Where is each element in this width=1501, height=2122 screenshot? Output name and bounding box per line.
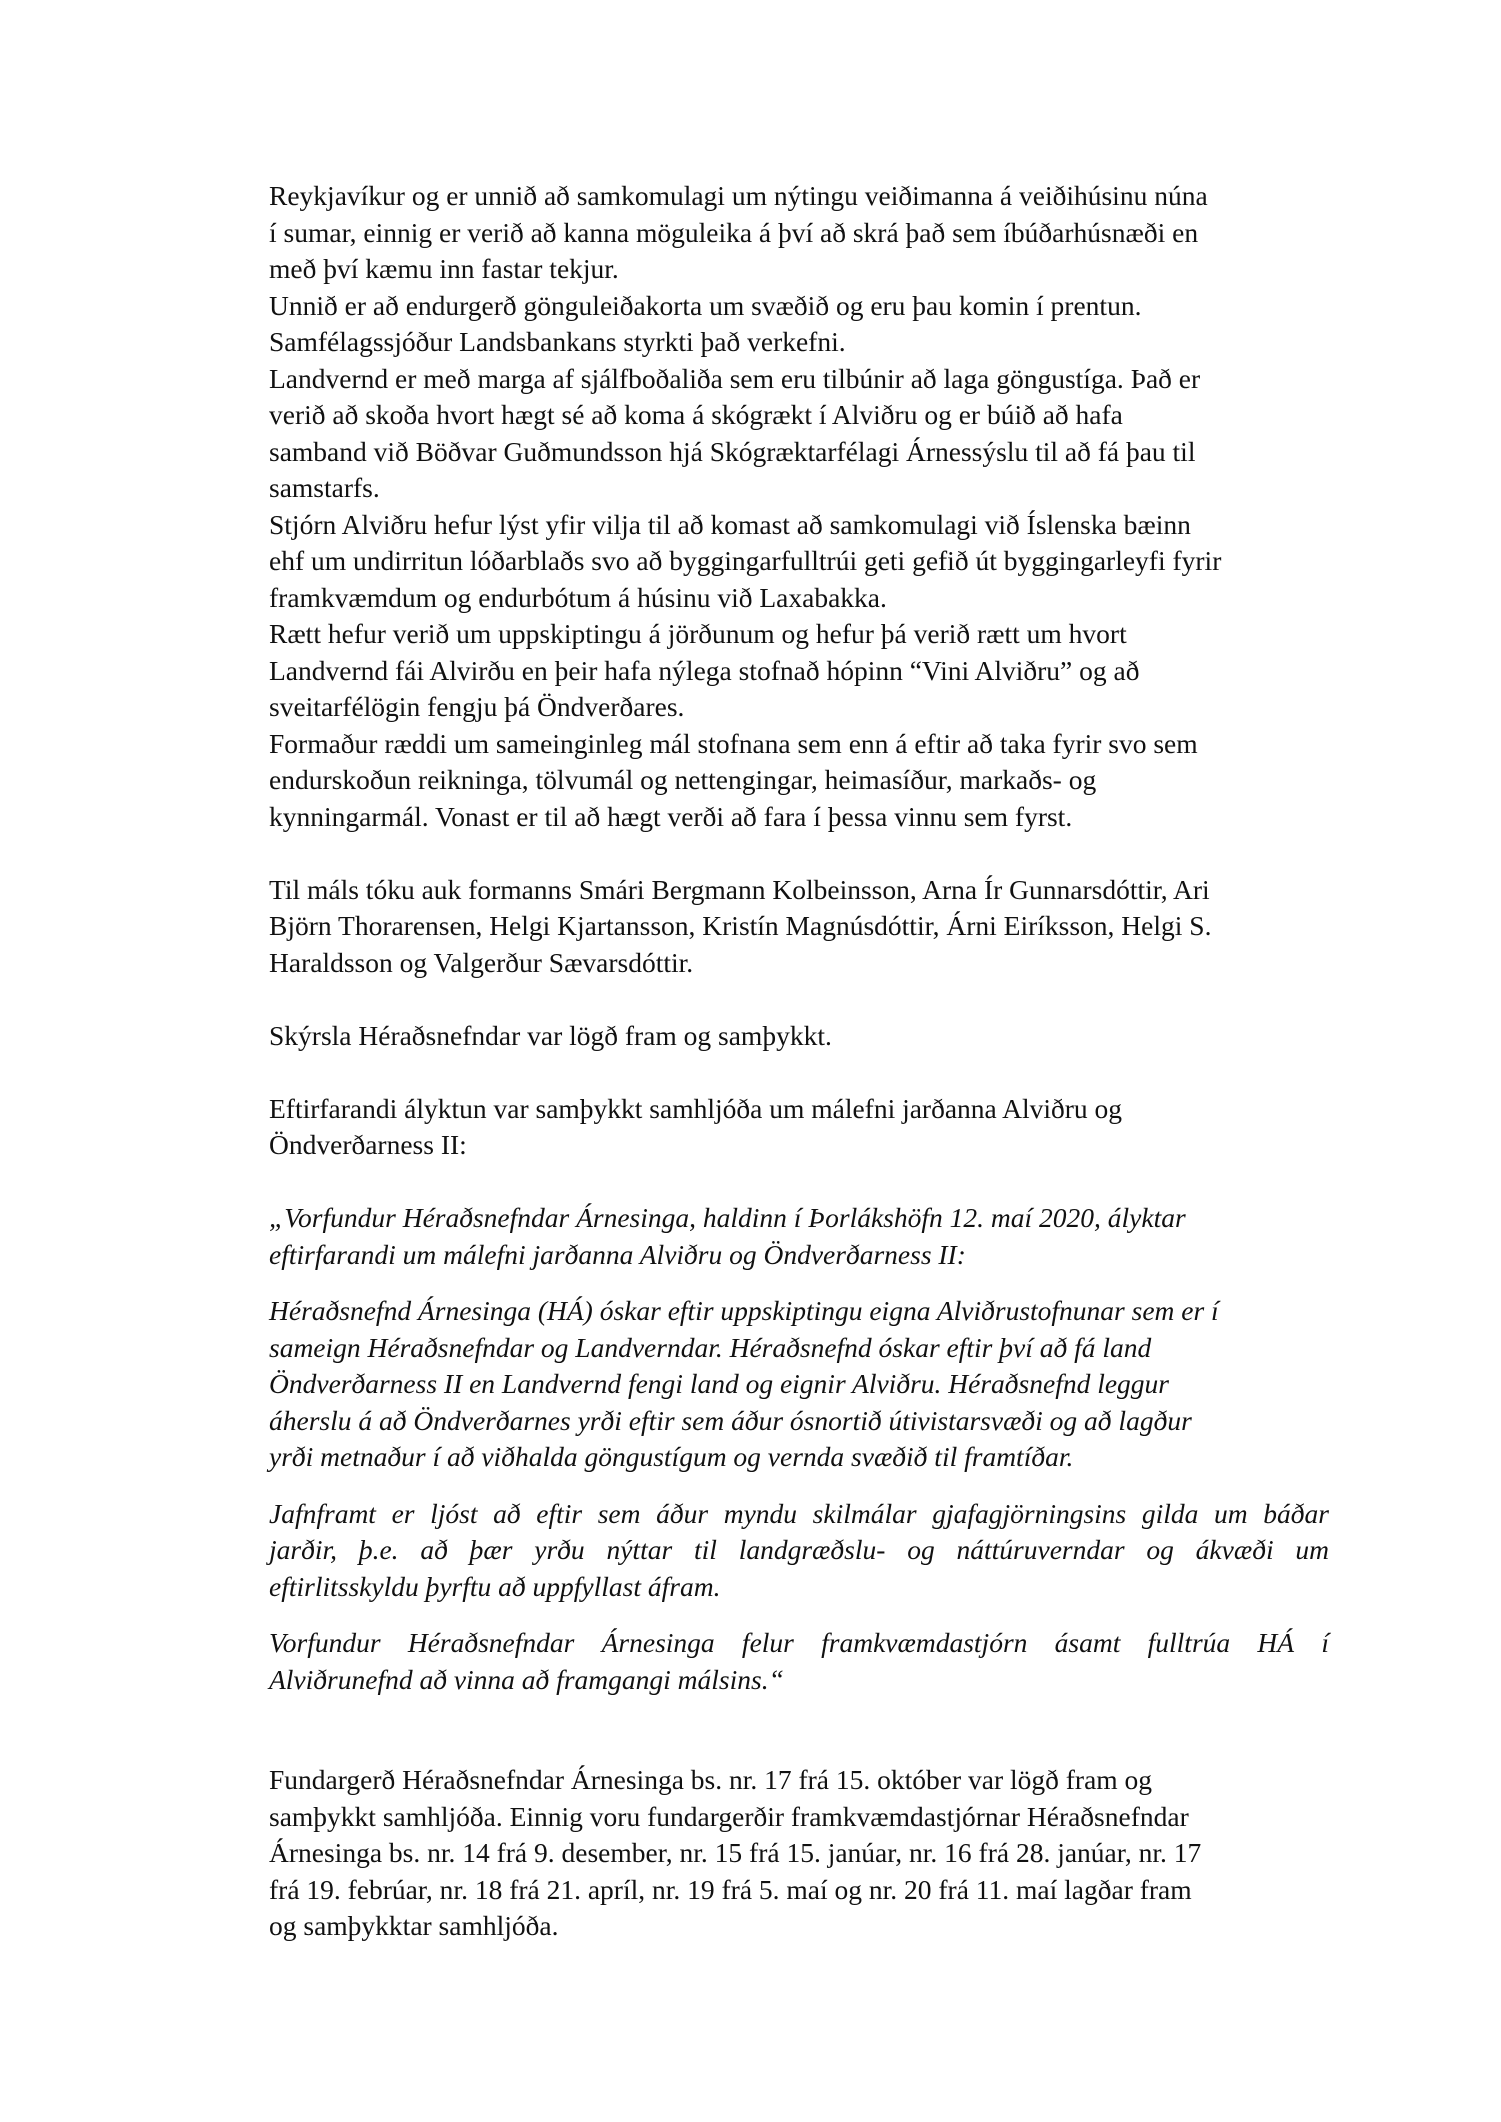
text-line: Björn Thorarensen, Helgi Kjartansson, Kristín Magnúsdóttir, Árni Eiríksson, Helgi S.	[269, 910, 1212, 941]
text-line: Stjórn Alviðru hefur lýst yfir vilja til að komast að samkomulagi við Íslenska bæinn	[269, 508, 1191, 540]
text-line: sveitarfélögin fengju þá Öndverðares.	[269, 691, 685, 722]
text-line: Öndverðarness II en Landvernd fengi land og eignir Alviðru. Héraðsnefnd leggur	[269, 1368, 1170, 1399]
text-line: Formaður ræddi um sameinginleg mál stofnana sem enn á eftir að taka fyrir svo sem	[269, 727, 1198, 759]
text-line: Landvernd fái Alvirðu en þeir hafa nýlega stofnað hópinn “Vini Alviðru” og að	[269, 654, 1140, 686]
text-line: Öndverðarness II:	[269, 1129, 467, 1160]
text-line: samstarfs.	[269, 472, 380, 503]
text-line: Rætt hefur verið um uppskiptingu á jörðunum og hefur þá verið rætt um hvort	[269, 618, 1127, 649]
text-line: Unnið er að endurgerð gönguleiðakorta um svæðið og eru þau komin í prentun.	[269, 289, 1142, 321]
speakers-paragraph	[269, 872, 1349, 982]
text-line: Til máls tóku auk formanns Smári Bergmann Kolbeinsson, Arna Ír Gunnarsdóttir, Ari	[269, 873, 1210, 905]
resolution-paragraph-2	[269, 1293, 1349, 1476]
text-line: kynningarmál. Vonast er til að hægt verði að fara í þessa vinnu sem fyrst.	[269, 800, 1073, 832]
text-line: og samþykktar samhljóða.	[269, 1910, 559, 1941]
text-line: jarðir, þ.e. að þær yrðu nýttar til landgræðslu- og náttúruverndar og ákvæði um	[269, 1534, 1329, 1565]
text-line: eftirlitsskyldu þyrftu að uppfyllast áfram.	[269, 1570, 721, 1602]
text-line: endurskoðun reikninga, tölvumál og nettengingar, heimasíður, markaðs- og	[269, 764, 1097, 795]
text-line: Eftirfarandi ályktun var samþykkt samhljóða um málefni jarðanna Alviðru og	[269, 1092, 1123, 1124]
text-line: framkvæmdum og endurbótum á húsinu við Laxabakka.	[269, 581, 887, 613]
text-line: Haraldsson og Valgerður Sævarsdóttir.	[269, 946, 694, 978]
intro-paragraph	[269, 178, 1349, 835]
text-line: Vorfundur Héraðsnefndar Árnesinga felur framkvæmdastjórn ásamt fulltrúa HÁ í	[269, 1627, 1329, 1658]
text-line: Landvernd er með marga af sjálfboðaliða sem eru tilbúnir að laga göngustíga. Það er	[269, 362, 1201, 394]
resolution-intro-paragraph	[269, 1091, 1349, 1164]
text-line: Héraðsnefnd Árnesinga (HÁ) óskar eftir uppskiptingu eigna Alviðrustofnunar sem er í	[269, 1295, 1219, 1326]
text-line: samþykkt samhljóða. Einnig voru fundargerðir framkvæmdastjórnar Héraðsnefndar	[269, 1800, 1189, 1832]
text-line: Skýrsla Héraðsnefndar var lögð fram og samþykkt.	[269, 1019, 832, 1051]
text-line: sameign Héraðsnefndar og Landverndar. Héraðsnefnd óskar eftir því að fá land	[269, 1331, 1152, 1363]
text-line: ehf um undirritun lóðarblaðs svo að byggingarfulltrúi geti gefið út byggingarleyfi fyrir	[269, 545, 1222, 576]
text-line: yrði metnaður í að viðhalda göngustígum og vernda svæðið til framtíðar.	[269, 1441, 1074, 1472]
text-line: „Vorfundur Héraðsnefndar Árnesinga, haldinn í Þorlákshöfn 12. maí 2020, ályktar	[269, 1202, 1186, 1233]
text-line: Reykjavíkur og er unnið að samkomulagi um nýtingu veiðimanna á veiðihúsinu núna	[269, 180, 1208, 211]
text-line: Jafnframt er ljóst að eftir sem áður myndu skilmálar gjafagjörningsins gilda um báðar	[269, 1497, 1329, 1529]
text-line: með því kæmu inn fastar tekjur.	[269, 253, 619, 284]
report-paragraph	[269, 1018, 1349, 1055]
resolution-paragraph-1	[269, 1200, 1349, 1273]
text-line: eftirfarandi um málefni jarðanna Alviðru og Öndverðarness II:	[269, 1238, 966, 1270]
text-line: áherslu á að Öndverðarnes yrði eftir sem áður ósnortið útivistarsvæði og að lagður	[269, 1404, 1192, 1436]
text-line: verið að skoða hvort hægt sé að koma á skógrækt í Alviðru og er búið að hafa	[269, 399, 1123, 430]
text-line: í sumar, einnig er verið að kanna möguleika á því að skrá það sem íbúðarhúsnæði en	[269, 216, 1199, 248]
text-line: Árnesinga bs. nr. 14 frá 9. desember, nr. 15 frá 15. janúar, nr. 16 frá 28. janúar, nr. 17	[269, 1837, 1202, 1868]
document-page	[269, 178, 1349, 1945]
resolution-paragraph-4	[269, 1625, 1349, 1698]
text-line: Samfélagssjóður Landsbankans styrkti það verkefni.	[269, 326, 846, 357]
text-line: Alviðrunefnd að vinna að framgangi málsins.“	[269, 1663, 784, 1695]
minutes-approval-paragraph	[269, 1762, 1349, 1945]
text-line: frá 19. febrúar, nr. 18 frá 21. apríl, nr. 19 frá 5. maí og nr. 20 frá 11. maí lagðar fram	[269, 1873, 1192, 1905]
text-line: Fundargerð Héraðsnefndar Árnesinga bs. nr. 17 frá 15. október var lögð fram og	[269, 1764, 1153, 1795]
resolution-paragraph-3	[269, 1496, 1349, 1606]
text-line: samband við Böðvar Guðmundsson hjá Skógræktarfélagi Árnessýslu til að fá þau til	[269, 435, 1196, 467]
